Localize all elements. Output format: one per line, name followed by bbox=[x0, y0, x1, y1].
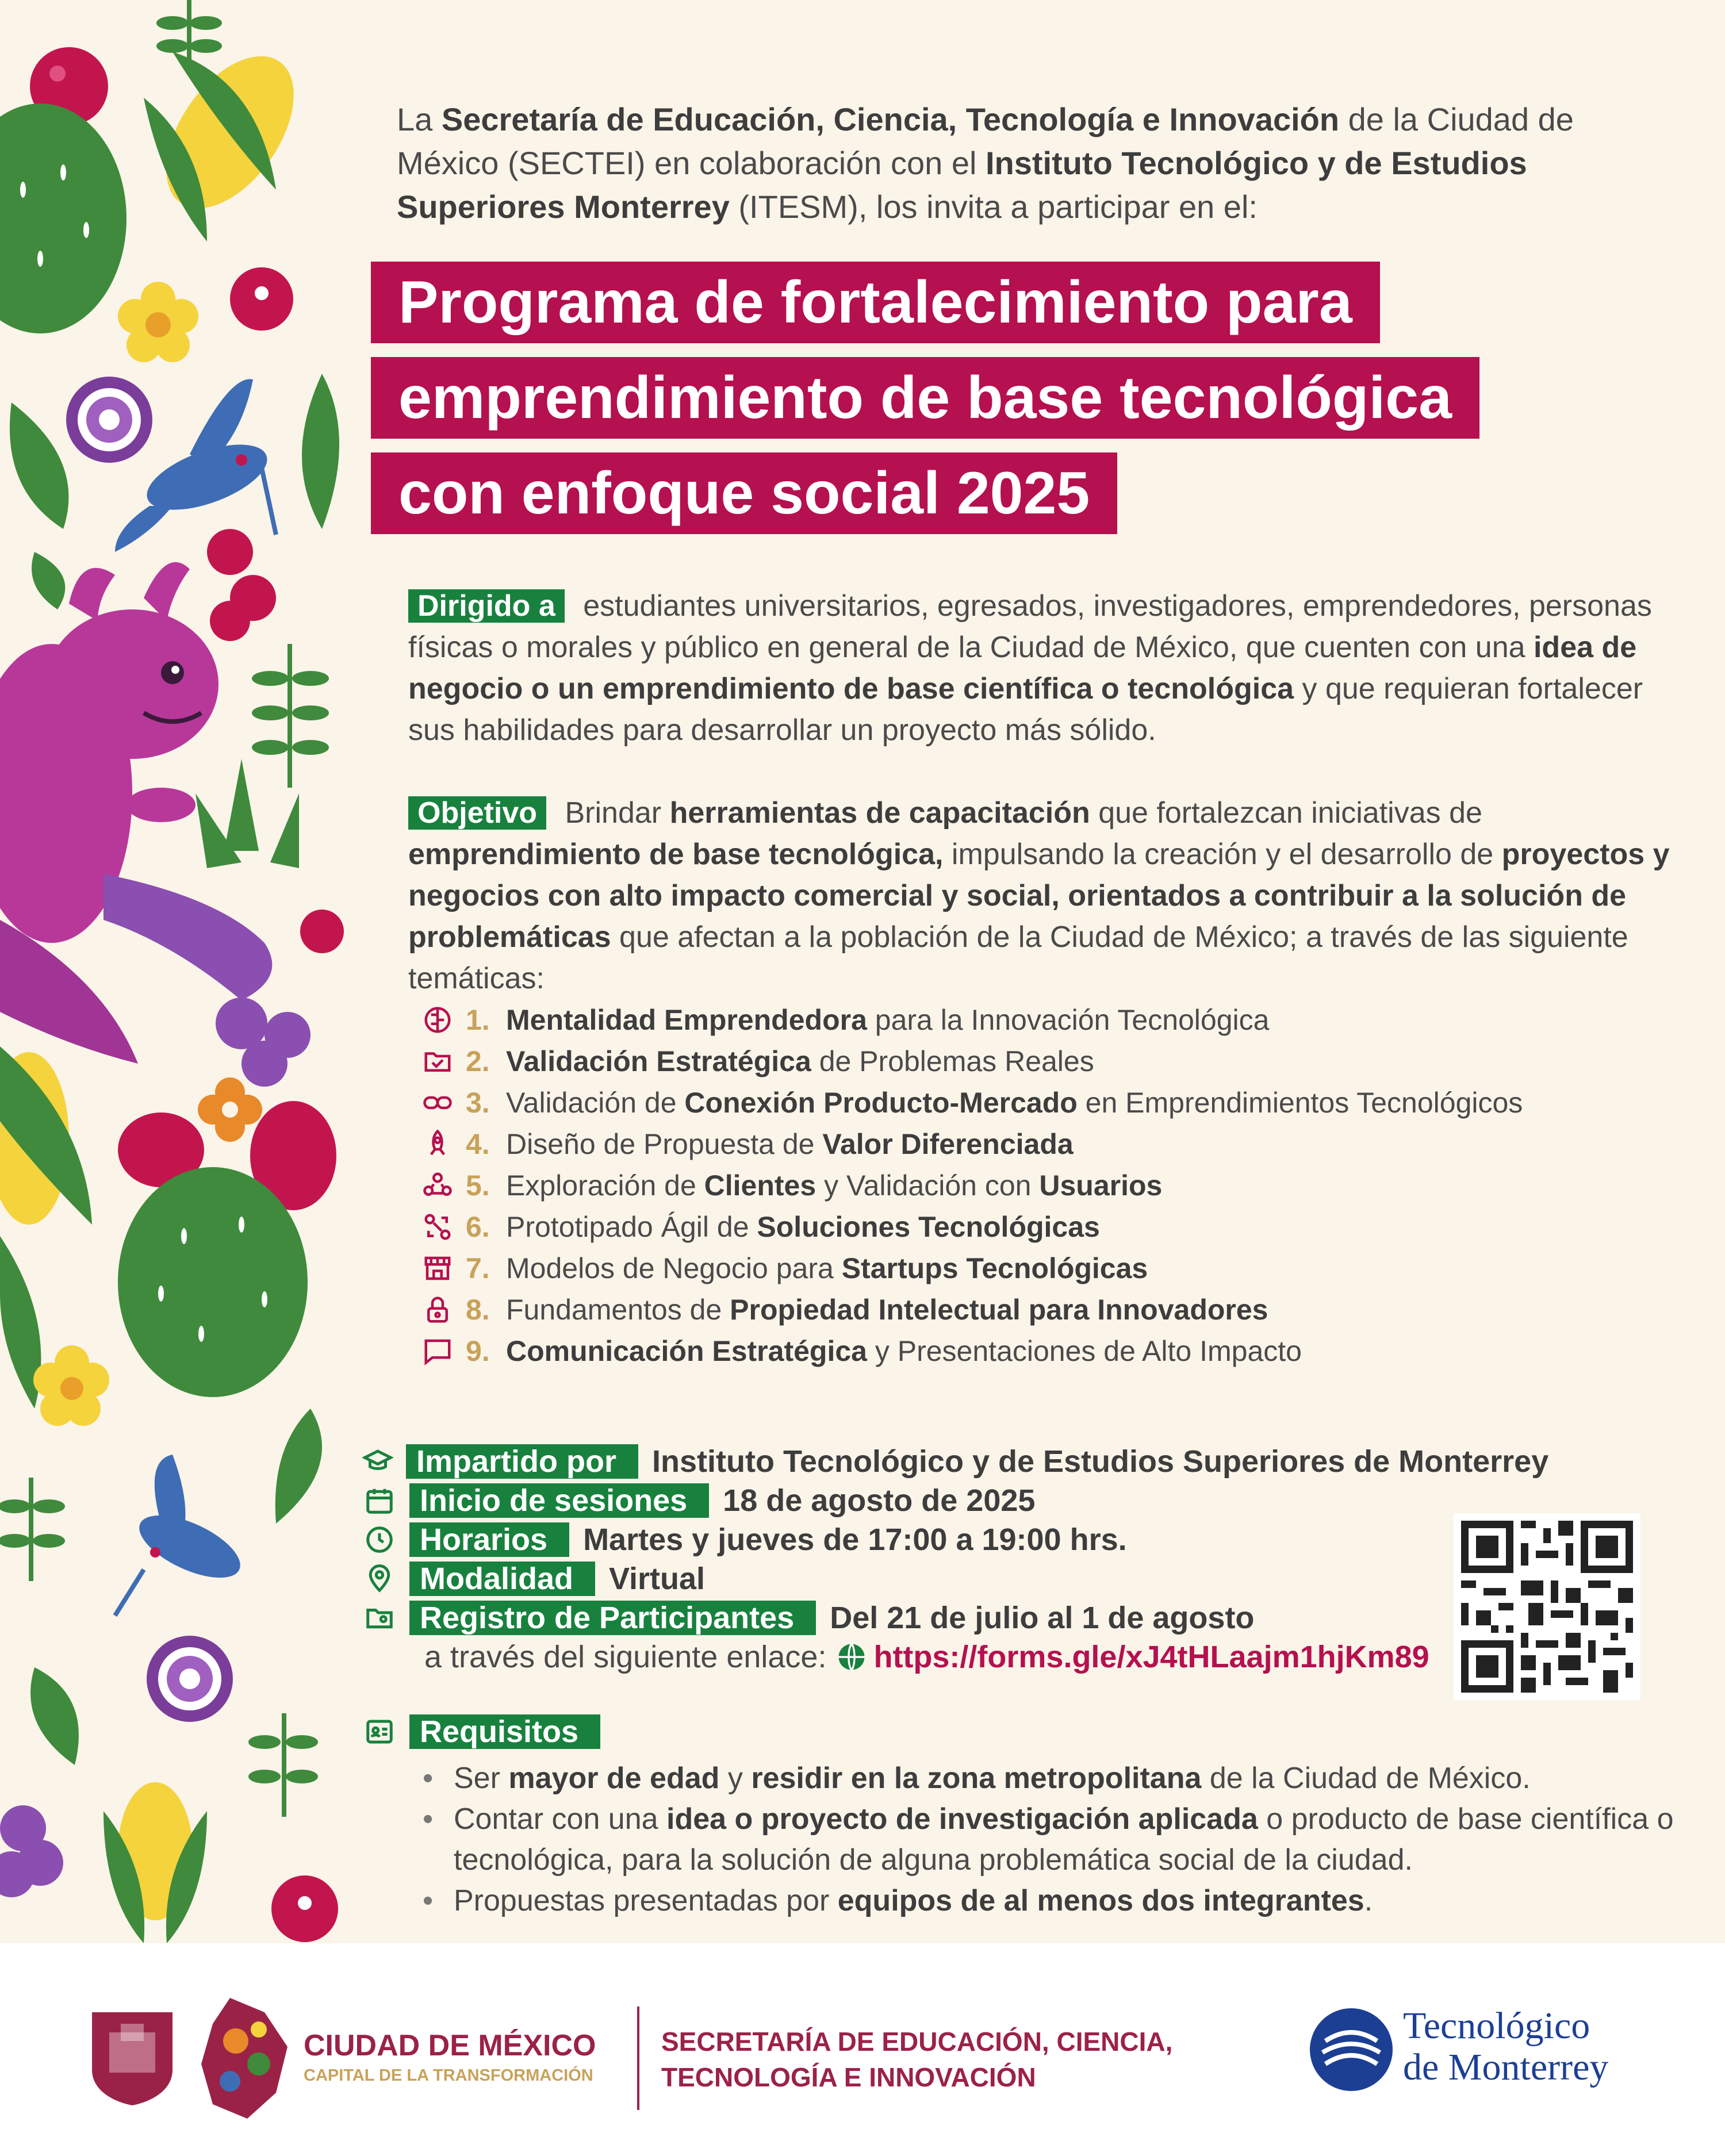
sectei-name: SECRETARÍA DE EDUCACIÓN, CIENCIA, TECNOLOGÍA E INNOVACIÓN bbox=[661, 2027, 1173, 2092]
program-title bbox=[371, 262, 1479, 548]
graduation-cap-icon bbox=[362, 1444, 393, 1479]
nopal-icon bbox=[0, 103, 126, 333]
list-item: • Contar con una idea o proyecto de investigación aplicada o producto de base científica o tecnológica, para la solución de alguna problemática social de la ciudad. bbox=[423, 1799, 1688, 1881]
cdmx-map-logo bbox=[195, 1995, 293, 2122]
enlace-row: a través del siguiente enlace: https://forms.gle/xJ4tHLaajm1hjKm89 bbox=[424, 1640, 1429, 1674]
topic-item: 7. Modelos de Negocio para Startups Tecnológicas bbox=[420, 1248, 1685, 1289]
title-line-3: con enfoque social 2025 bbox=[371, 452, 1117, 534]
footer bbox=[0, 1943, 1725, 2156]
users-icon bbox=[420, 1168, 455, 1203]
info-block bbox=[362, 1442, 1549, 1677]
topic-item: 8. Fundamentos de Propiedad Intelectual para Innovadores bbox=[420, 1289, 1685, 1330]
cdmx-shield-logo bbox=[89, 2009, 175, 2107]
fern-icon bbox=[156, 0, 222, 69]
lizard-icon bbox=[103, 874, 310, 1087]
mandala-icon bbox=[66, 377, 152, 463]
topics-list bbox=[420, 999, 1685, 1372]
dirigido-label: Dirigido a bbox=[408, 589, 565, 623]
decorative-illustration bbox=[0, 0, 368, 1943]
modalidad-row: Modalidad Virtual bbox=[362, 1559, 1455, 1598]
leaf-icon bbox=[10, 402, 68, 529]
qr-code[interactable] bbox=[1454, 1513, 1640, 1700]
location-pin-icon bbox=[362, 1562, 397, 1596]
registro-row: Registro de Participantes Del 21 de julio al 1 de agosto bbox=[362, 1598, 1455, 1637]
horarios-row: Horarios Martes y jueves de 17:00 a 19:00 hrs. bbox=[362, 1520, 1455, 1559]
requisitos-list bbox=[423, 1758, 1688, 1921]
lock-icon bbox=[420, 1292, 455, 1328]
store-icon bbox=[420, 1250, 455, 1286]
tec-monterrey-name: Tecnológico de Monterrey bbox=[1403, 2005, 1609, 2088]
impartido-row: Impartido por Instituto Tecnológico y de Estudios Superiores de Monterrey bbox=[362, 1442, 1455, 1481]
corn-icon bbox=[0, 1046, 92, 1225]
cdmx-title: CIUDAD DE MÉXICO bbox=[304, 2029, 596, 2062]
calendar-icon bbox=[362, 1483, 397, 1518]
objetivo-paragraph: Objetivo Brindar herramientas de capacitación que fortalezcan iniciativas de emprendimiento de base tecnológica, impulsando la creación y el desarrollo de proyectos y negocios con alto impacto comercial y social, orientados a contribuir a la solución de problemáticas que afectan a la población de la Ciudad de México; a través de las siguiente temáticas: bbox=[408, 796, 1670, 995]
link-icon bbox=[420, 1085, 455, 1121]
yellow-flower-icon bbox=[33, 1345, 109, 1426]
list-item: • Ser mayor de edad y residir en la zona metropolitana de la Ciudad de México. bbox=[423, 1758, 1688, 1799]
orange-flower-icon bbox=[198, 1077, 262, 1142]
registration-link[interactable]: https://forms.gle/xJ4tHLaajm1hjKm89 bbox=[873, 1640, 1429, 1674]
inicio-row: Inicio de sesiones 18 de agosto de 2025 bbox=[362, 1481, 1455, 1520]
fern-icon bbox=[248, 1713, 318, 1817]
rocket-icon bbox=[420, 1126, 455, 1162]
dirigido-paragraph: Dirigido a estudiantes universitarios, egresados, investigadores, emprendedores, personas físicas o morales y público en general de la Ciudad de México, que cuenten con una idea de negocio o un emprendimiento de base científica o tecnológica y que requieran fortalecer sus habilidades para desarrollar un proyecto más sólido. bbox=[408, 589, 1652, 747]
topic-item: 4. Diseño de Propuesta de Valor Diferenciada bbox=[420, 1123, 1685, 1165]
title-line-1: Programa de fortalecimiento para bbox=[371, 262, 1380, 343]
cdmx-subtitle: CAPITAL DE LA TRANSFORMACIÓN bbox=[304, 2066, 593, 2085]
tec-monterrey-logo bbox=[1308, 2007, 1394, 2093]
clock-icon bbox=[362, 1522, 397, 1557]
topic-item: 2. Validación Estratégica de Problemas Reales bbox=[420, 1041, 1685, 1082]
corn-icon bbox=[140, 33, 319, 241]
agave-icon bbox=[195, 759, 299, 868]
topic-item: 6. Prototipado Ágil de Soluciones Tecnológicas bbox=[420, 1206, 1685, 1248]
fern-icon bbox=[252, 644, 329, 788]
fern-icon bbox=[0, 1478, 65, 1581]
footer-divider bbox=[637, 2007, 639, 2110]
title-line-2: emprendimiento de base tecnológica bbox=[371, 357, 1479, 439]
topic-item: 3. Validación de Conexión Producto-Mercado en Emprendimientos Tecnológicos bbox=[420, 1082, 1685, 1123]
topic-item: 9. Comunicación Estratégica y Presentaciones de Alto Impacto bbox=[420, 1330, 1685, 1372]
intro-paragraph: La Secretaría de Educación, Ciencia, Tecnología e Innovación de la Ciudad de México (SECTEI) en colaboración con el Instituto Tecnológico y de Estudios Superiores Monterrey (ITESM), los invita a participar en el: bbox=[397, 101, 1574, 225]
requisitos-header: Requisitos bbox=[362, 1712, 614, 1751]
globe-icon bbox=[834, 1640, 869, 1674]
objetivo-label: Objetivo bbox=[408, 796, 546, 830]
prototype-icon bbox=[420, 1209, 455, 1245]
yellow-flower-icon bbox=[118, 282, 198, 362]
folder-check-icon bbox=[420, 1044, 455, 1079]
message-icon bbox=[420, 1333, 455, 1369]
brain-icon bbox=[420, 1002, 455, 1038]
topic-item: 1. Mentalidad Emprendedora para la Innovación Tecnológica bbox=[420, 999, 1685, 1041]
list-item: • Propuestas presentadas por equipos de al menos dos integrantes. bbox=[423, 1881, 1688, 1921]
red-flower-icon bbox=[207, 529, 276, 641]
id-card-icon bbox=[362, 1714, 397, 1749]
folder-user-icon bbox=[362, 1601, 397, 1635]
mandala-icon bbox=[147, 1636, 233, 1722]
hummingbird-icon bbox=[115, 1455, 249, 1616]
corn-icon bbox=[103, 1782, 207, 1943]
topic-item: 5. Exploración de Clientes y Validación con Usuarios bbox=[420, 1165, 1685, 1206]
nopal-icon bbox=[118, 1167, 308, 1397]
purple-flower-icon bbox=[0, 1805, 63, 1897]
axolotl-icon bbox=[0, 562, 218, 1064]
leaf-icon bbox=[275, 1409, 322, 1524]
